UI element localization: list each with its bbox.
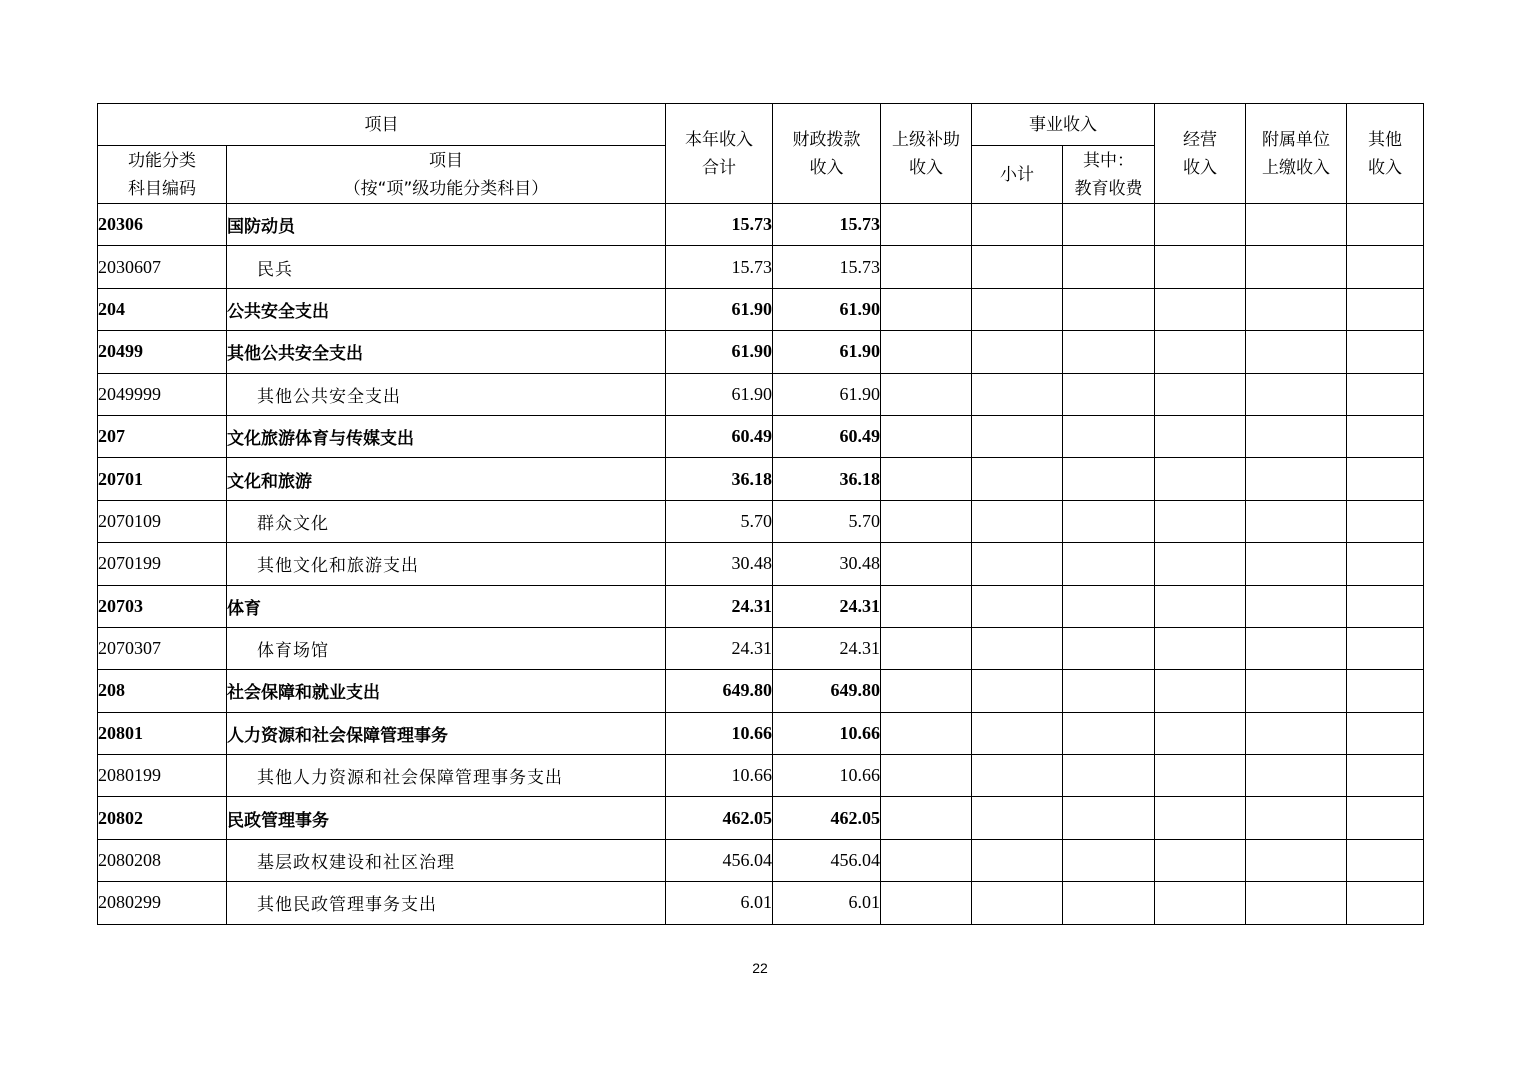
row-other-income xyxy=(1347,543,1424,585)
row-code: 20801 xyxy=(98,712,227,754)
row-other-income xyxy=(1347,755,1424,797)
row-subsidy-income xyxy=(881,500,972,542)
header-business-income: 事业收入 xyxy=(972,104,1155,146)
row-affiliate-income xyxy=(1246,882,1347,924)
header-fiscal-line2: 收入 xyxy=(809,157,844,178)
header-name-line1: 项目 xyxy=(429,150,463,171)
row-total-income: 36.18 xyxy=(666,458,773,500)
row-name: 其他公共安全支出 xyxy=(227,373,666,415)
row-total-income: 10.66 xyxy=(666,712,773,754)
row-operation-income xyxy=(1155,755,1246,797)
header-code-line2: 科目编码 xyxy=(128,178,196,199)
row-code: 20306 xyxy=(98,204,227,246)
row-code: 208 xyxy=(98,670,227,712)
row-fiscal-income: 10.66 xyxy=(773,712,881,754)
page-number: 22 xyxy=(752,960,768,976)
header-total-income xyxy=(666,104,773,204)
row-other-income xyxy=(1347,882,1424,924)
row-fiscal-income: 24.31 xyxy=(773,585,881,627)
row-business-subtotal xyxy=(972,712,1063,754)
row-subsidy-income xyxy=(881,415,972,457)
row-code: 2080299 xyxy=(98,882,227,924)
table-row xyxy=(98,543,1424,585)
row-other-income xyxy=(1347,458,1424,500)
row-code: 20499 xyxy=(98,331,227,373)
header-item-name xyxy=(227,146,666,204)
row-operation-income xyxy=(1155,670,1246,712)
row-code: 20802 xyxy=(98,797,227,839)
header-operation-line1: 经营 xyxy=(1183,129,1217,150)
row-code: 2070109 xyxy=(98,500,227,542)
row-business-subtotal xyxy=(972,246,1063,288)
row-code: 2030607 xyxy=(98,246,227,288)
row-fiscal-income: 10.66 xyxy=(773,755,881,797)
row-subsidy-income xyxy=(881,882,972,924)
row-affiliate-income xyxy=(1246,627,1347,669)
header-subsidy-line1: 上级补助 xyxy=(892,129,960,150)
row-business-subtotal xyxy=(972,627,1063,669)
row-fiscal-income: 61.90 xyxy=(773,373,881,415)
row-business-subtotal xyxy=(972,797,1063,839)
row-name: 文化旅游体育与传媒支出 xyxy=(227,415,666,457)
table-row xyxy=(98,415,1424,457)
row-education-fee xyxy=(1063,839,1155,881)
row-subsidy-income xyxy=(881,373,972,415)
table-row xyxy=(98,882,1424,924)
row-name: 民兵 xyxy=(227,246,666,288)
row-fiscal-income: 30.48 xyxy=(773,543,881,585)
row-subsidy-income xyxy=(881,246,972,288)
row-education-fee xyxy=(1063,627,1155,669)
header-subtotal: 小计 xyxy=(972,146,1063,204)
row-other-income xyxy=(1347,246,1424,288)
row-education-fee xyxy=(1063,712,1155,754)
row-name: 其他民政管理事务支出 xyxy=(227,882,666,924)
row-education-fee xyxy=(1063,500,1155,542)
table-row xyxy=(98,755,1424,797)
header-affiliate-line1: 附属单位 xyxy=(1262,129,1330,150)
row-business-subtotal xyxy=(972,585,1063,627)
row-operation-income xyxy=(1155,415,1246,457)
row-operation-income xyxy=(1155,797,1246,839)
row-fiscal-income: 462.05 xyxy=(773,797,881,839)
row-education-fee xyxy=(1063,204,1155,246)
row-total-income: 15.73 xyxy=(666,204,773,246)
row-education-fee xyxy=(1063,670,1155,712)
row-code: 20701 xyxy=(98,458,227,500)
row-subsidy-income xyxy=(881,755,972,797)
row-code: 2070199 xyxy=(98,543,227,585)
row-fiscal-income: 61.90 xyxy=(773,331,881,373)
row-operation-income xyxy=(1155,585,1246,627)
row-name: 公共安全支出 xyxy=(227,288,666,330)
header-affiliate-income xyxy=(1246,104,1347,204)
row-subsidy-income xyxy=(881,627,972,669)
row-code: 207 xyxy=(98,415,227,457)
table-row xyxy=(98,712,1424,754)
row-name: 基层政权建设和社区治理 xyxy=(227,839,666,881)
header-fiscal-line1: 财政拨款 xyxy=(792,129,861,150)
row-education-fee xyxy=(1063,755,1155,797)
row-total-income: 61.90 xyxy=(666,288,773,330)
row-other-income xyxy=(1347,627,1424,669)
row-affiliate-income xyxy=(1246,415,1347,457)
header-project: 项目 xyxy=(98,104,666,146)
row-affiliate-income xyxy=(1246,797,1347,839)
row-education-fee xyxy=(1063,246,1155,288)
row-other-income xyxy=(1347,204,1424,246)
row-subsidy-income xyxy=(881,543,972,585)
row-fiscal-income: 456.04 xyxy=(773,839,881,881)
row-name: 国防动员 xyxy=(227,204,666,246)
row-education-fee xyxy=(1063,797,1155,839)
row-other-income xyxy=(1347,288,1424,330)
row-education-fee xyxy=(1063,288,1155,330)
row-subsidy-income xyxy=(881,670,972,712)
header-subsidy-income xyxy=(881,104,972,204)
header-code-line1: 功能分类 xyxy=(128,150,196,171)
row-education-fee xyxy=(1063,458,1155,500)
table-row xyxy=(98,670,1424,712)
header-operation-income xyxy=(1155,104,1246,204)
header-subsidy-line2: 收入 xyxy=(909,157,943,178)
row-operation-income xyxy=(1155,373,1246,415)
row-total-income: 30.48 xyxy=(666,543,773,585)
table-row xyxy=(98,585,1424,627)
table-row xyxy=(98,246,1424,288)
row-total-income: 6.01 xyxy=(666,882,773,924)
row-total-income: 24.31 xyxy=(666,627,773,669)
row-name: 人力资源和社会保障管理事务 xyxy=(227,712,666,754)
table-row xyxy=(98,797,1424,839)
row-operation-income xyxy=(1155,288,1246,330)
row-affiliate-income xyxy=(1246,288,1347,330)
row-education-fee xyxy=(1063,585,1155,627)
row-total-income: 24.31 xyxy=(666,585,773,627)
row-subsidy-income xyxy=(881,331,972,373)
row-business-subtotal xyxy=(972,204,1063,246)
row-name: 其他人力资源和社会保障管理事务支出 xyxy=(227,755,666,797)
row-name: 群众文化 xyxy=(227,500,666,542)
table-row xyxy=(98,500,1424,542)
income-budget-table xyxy=(97,103,1424,925)
table-row xyxy=(98,627,1424,669)
row-operation-income xyxy=(1155,246,1246,288)
header-name-line2: （按“项”级功能分类科目） xyxy=(343,178,549,199)
row-education-fee xyxy=(1063,543,1155,585)
row-business-subtotal xyxy=(972,500,1063,542)
row-operation-income xyxy=(1155,331,1246,373)
row-other-income xyxy=(1347,373,1424,415)
row-affiliate-income xyxy=(1246,670,1347,712)
header-education-fee xyxy=(1063,146,1155,204)
row-subsidy-income xyxy=(881,204,972,246)
row-total-income: 456.04 xyxy=(666,839,773,881)
row-affiliate-income xyxy=(1246,712,1347,754)
row-fiscal-income: 15.73 xyxy=(773,246,881,288)
row-fiscal-income: 6.01 xyxy=(773,882,881,924)
row-operation-income xyxy=(1155,627,1246,669)
row-affiliate-income xyxy=(1246,543,1347,585)
row-other-income xyxy=(1347,712,1424,754)
row-code: 204 xyxy=(98,288,227,330)
header-function-code xyxy=(98,146,227,204)
row-code: 20703 xyxy=(98,585,227,627)
row-affiliate-income xyxy=(1246,331,1347,373)
row-code: 2080208 xyxy=(98,839,227,881)
row-other-income xyxy=(1347,797,1424,839)
row-fiscal-income: 60.49 xyxy=(773,415,881,457)
table-row xyxy=(98,204,1424,246)
row-operation-income xyxy=(1155,500,1246,542)
row-fiscal-income: 24.31 xyxy=(773,627,881,669)
row-affiliate-income xyxy=(1246,839,1347,881)
row-education-fee xyxy=(1063,415,1155,457)
row-name: 民政管理事务 xyxy=(227,797,666,839)
row-total-income: 5.70 xyxy=(666,500,773,542)
row-subsidy-income xyxy=(881,288,972,330)
row-name: 体育 xyxy=(227,585,666,627)
row-name: 社会保障和就业支出 xyxy=(227,670,666,712)
row-fiscal-income: 5.70 xyxy=(773,500,881,542)
row-education-fee xyxy=(1063,331,1155,373)
row-affiliate-income xyxy=(1246,373,1347,415)
table-row xyxy=(98,839,1424,881)
header-other-income xyxy=(1347,104,1424,204)
header-operation-line2: 收入 xyxy=(1183,157,1217,178)
header-edu-line1: 其中： xyxy=(1083,150,1134,171)
row-other-income xyxy=(1347,500,1424,542)
table-row xyxy=(98,458,1424,500)
row-business-subtotal xyxy=(972,415,1063,457)
header-total-line2: 合计 xyxy=(702,157,736,178)
row-business-subtotal xyxy=(972,755,1063,797)
table-row xyxy=(98,373,1424,415)
row-other-income xyxy=(1347,331,1424,373)
row-business-subtotal xyxy=(972,543,1063,585)
row-fiscal-income: 36.18 xyxy=(773,458,881,500)
row-business-subtotal xyxy=(972,373,1063,415)
row-affiliate-income xyxy=(1246,458,1347,500)
row-operation-income xyxy=(1155,839,1246,881)
header-affiliate-line2: 上缴收入 xyxy=(1262,157,1330,178)
row-affiliate-income xyxy=(1246,204,1347,246)
row-business-subtotal xyxy=(972,458,1063,500)
row-total-income: 60.49 xyxy=(666,415,773,457)
row-subsidy-income xyxy=(881,797,972,839)
row-education-fee xyxy=(1063,882,1155,924)
row-business-subtotal xyxy=(972,882,1063,924)
row-code: 2049999 xyxy=(98,373,227,415)
header-other-line1: 其他 xyxy=(1368,129,1402,150)
row-operation-income xyxy=(1155,882,1246,924)
row-affiliate-income xyxy=(1246,500,1347,542)
row-business-subtotal xyxy=(972,288,1063,330)
row-name: 其他文化和旅游支出 xyxy=(227,543,666,585)
table-row xyxy=(98,288,1424,330)
row-total-income: 462.05 xyxy=(666,797,773,839)
row-name: 文化和旅游 xyxy=(227,458,666,500)
row-fiscal-income: 649.80 xyxy=(773,670,881,712)
header-fiscal-income xyxy=(773,104,881,204)
row-other-income xyxy=(1347,670,1424,712)
row-total-income: 61.90 xyxy=(666,373,773,415)
row-subsidy-income xyxy=(881,839,972,881)
row-fiscal-income: 61.90 xyxy=(773,288,881,330)
row-business-subtotal xyxy=(972,331,1063,373)
row-operation-income xyxy=(1155,712,1246,754)
row-total-income: 10.66 xyxy=(666,755,773,797)
table-row xyxy=(98,331,1424,373)
row-code: 2070307 xyxy=(98,627,227,669)
row-subsidy-income xyxy=(881,458,972,500)
row-code: 2080199 xyxy=(98,755,227,797)
row-total-income: 61.90 xyxy=(666,331,773,373)
row-affiliate-income xyxy=(1246,585,1347,627)
row-business-subtotal xyxy=(972,839,1063,881)
header-other-line2: 收入 xyxy=(1368,157,1402,178)
row-other-income xyxy=(1347,839,1424,881)
row-name: 其他公共安全支出 xyxy=(227,331,666,373)
row-business-subtotal xyxy=(972,670,1063,712)
row-operation-income xyxy=(1155,458,1246,500)
table-body xyxy=(98,204,1424,925)
row-affiliate-income xyxy=(1246,755,1347,797)
row-affiliate-income xyxy=(1246,246,1347,288)
row-education-fee xyxy=(1063,373,1155,415)
row-fiscal-income: 15.73 xyxy=(773,204,881,246)
row-other-income xyxy=(1347,415,1424,457)
table-header xyxy=(98,104,1424,204)
header-edu-line2: 教育收费 xyxy=(1074,178,1143,199)
row-total-income: 15.73 xyxy=(666,246,773,288)
row-name: 体育场馆 xyxy=(227,627,666,669)
row-total-income: 649.80 xyxy=(666,670,773,712)
row-subsidy-income xyxy=(881,712,972,754)
row-subsidy-income xyxy=(881,585,972,627)
row-operation-income xyxy=(1155,204,1246,246)
header-total-line1: 本年收入 xyxy=(685,129,753,150)
row-other-income xyxy=(1347,585,1424,627)
row-operation-income xyxy=(1155,543,1246,585)
